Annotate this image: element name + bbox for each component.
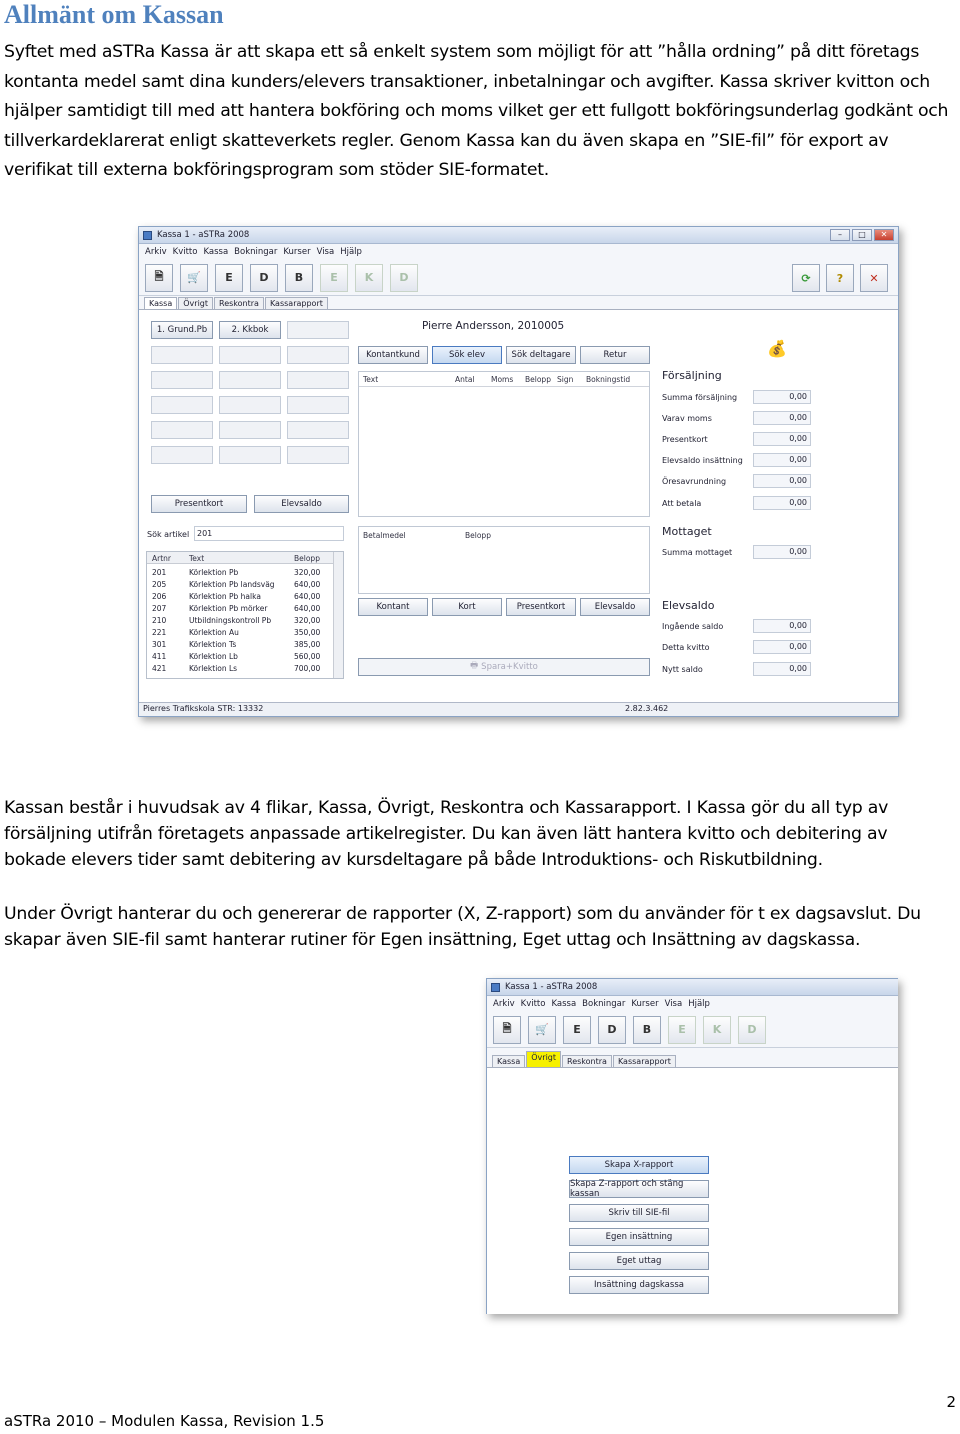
menu-kassa[interactable]: Kassa: [551, 999, 577, 1009]
close-button[interactable]: ✕: [874, 229, 894, 241]
skapa-z-rapport-button[interactable]: Skapa Z-rapport och stäng kassan: [569, 1180, 709, 1198]
quick-slot[interactable]: [151, 421, 213, 439]
status-company: Pierres Trafikskola STR: 13332: [143, 704, 264, 713]
menu-visa[interactable]: Visa: [664, 999, 683, 1009]
detta-kvitto-value: 0,00: [753, 640, 811, 654]
page-number: 2: [946, 1393, 956, 1411]
article-nr: 301: [152, 640, 167, 649]
exit-icon[interactable]: ✕: [860, 264, 888, 292]
presentkort-label: Presentkort: [662, 435, 708, 444]
page-footer: aSTRa 2010 – Modulen Kassa, Revision 1.5: [4, 1412, 325, 1430]
menu-kvitto[interactable]: Kvitto: [172, 247, 198, 257]
elevsaldo-title: Elevsaldo: [662, 599, 715, 612]
forsaljning-title: Försäljning: [662, 369, 722, 382]
spara-kvitto-label: Spara+Kvitto: [481, 662, 538, 672]
presentkort-pay-button[interactable]: Presentkort: [506, 598, 576, 616]
retur-button[interactable]: Retur: [580, 346, 650, 364]
users-e-icon[interactable]: E: [668, 1016, 696, 1044]
summa-forsaljning-value: 0,00: [753, 390, 811, 404]
menu-arkiv[interactable]: Arkiv: [493, 999, 515, 1009]
article-nr: 206: [152, 592, 167, 601]
quick-slot[interactable]: [151, 446, 213, 464]
menu-bar: [487, 996, 898, 1012]
quick-slot[interactable]: [287, 321, 349, 339]
article-nr: 210: [152, 616, 167, 625]
article-list[interactable]: [146, 551, 344, 679]
menu-visa[interactable]: Visa: [316, 247, 335, 257]
tab-ovrigt[interactable]: Övrigt: [178, 297, 213, 309]
kassa-window-screenshot: [138, 226, 899, 717]
window-title: Kassa 1 - aSTRa 2008: [157, 230, 250, 240]
app-icon: [491, 983, 500, 992]
article-scrollbar[interactable]: [333, 552, 343, 678]
col-sign: Sign: [557, 375, 574, 384]
cart-icon[interactable]: 🛒: [180, 264, 208, 292]
skriv-sie-fil-button[interactable]: Skriv till SIE-fil: [569, 1204, 709, 1222]
col-belopp: Belopp: [465, 531, 491, 540]
menu-bar: [139, 244, 898, 260]
mottaget-title: Mottaget: [662, 525, 712, 538]
sales-grid[interactable]: [358, 371, 650, 517]
ovrigt-window-screenshot: [486, 978, 898, 1314]
presentkort-value: 0,00: [753, 432, 811, 446]
payment-grid[interactable]: [358, 526, 650, 594]
grid-divider: [359, 386, 649, 387]
summa-mottaget-label: Summa mottaget: [662, 548, 733, 557]
menu-kurser[interactable]: Kurser: [631, 999, 659, 1009]
help-k-icon[interactable]: K: [703, 1016, 731, 1044]
menu-arkiv[interactable]: Arkiv: [145, 247, 167, 257]
tab-kassa[interactable]: Kassa: [492, 1055, 525, 1067]
quick-slot[interactable]: [287, 346, 349, 364]
help-k-icon[interactable]: K: [355, 264, 383, 292]
article-text: Körlektion Au: [189, 628, 239, 637]
article-nr: 411: [152, 652, 167, 661]
article-amount: 385,00: [294, 640, 321, 649]
window-title: Kassa 1 - aSTRa 2008: [505, 982, 598, 992]
article-text: Körlektion Ts: [189, 640, 237, 649]
summa-forsaljning-label: Summa försäljning: [662, 393, 738, 402]
menu-kassa[interactable]: Kassa: [203, 247, 229, 257]
tab-kassarapport[interactable]: Kassarapport: [613, 1055, 676, 1067]
users-d-icon[interactable]: D: [390, 264, 418, 292]
search-article-label: Sök artikel: [147, 530, 190, 539]
sok-elev-button[interactable]: Sök elev: [432, 346, 502, 364]
quick-slot[interactable]: [287, 421, 349, 439]
toolbar: [139, 260, 898, 296]
article-nr: 221: [152, 628, 167, 637]
elevsaldo-pay-button[interactable]: Elevsaldo: [580, 598, 650, 616]
article-amount: 320,00: [294, 616, 321, 625]
cart-icon[interactable]: 🛒: [528, 1016, 556, 1044]
kkbok-button[interactable]: 2. Kkbok: [219, 321, 281, 339]
receipt-icon[interactable]: 🗎: [145, 264, 173, 292]
quick-slot[interactable]: [151, 346, 213, 364]
page-heading: Allmänt om Kassan: [4, 0, 224, 29]
help-icon[interactable]: ?: [826, 264, 854, 292]
col-text: Text: [189, 554, 205, 563]
ingaende-saldo-value: 0,00: [753, 619, 811, 633]
coins-icon: 💰: [767, 339, 787, 358]
insattning-dagskassa-button[interactable]: Insättning dagskassa: [569, 1276, 709, 1294]
menu-bokningar[interactable]: Bokningar: [234, 247, 278, 257]
printer-icon: 🖶: [470, 661, 479, 671]
tab-kassarapport[interactable]: Kassarapport: [265, 297, 328, 309]
varav-moms-label: Varav moms: [662, 414, 712, 423]
article-text: Körlektion Pb landsväg: [189, 580, 275, 589]
presentkort-button[interactable]: Presentkort: [151, 495, 247, 513]
elevsaldo-button[interactable]: Elevsaldo: [254, 495, 349, 513]
ovrigt-paragraph: Under Övrigt hanterar du och genererar de rapporter (X, Z-rapport) som du använder för t ex dagsavslut. Du skapar även SIE-fil samt hanterar rutiner för Egen insättning, Eget uttag och Insättning av dagskassa.: [4, 904, 921, 950]
article-amount: 350,00: [294, 628, 321, 637]
col-antal: Antal: [455, 375, 475, 384]
grund-pb-button[interactable]: 1. Grund.Pb: [151, 321, 213, 339]
article-text: Körlektion Pb mörker: [189, 604, 268, 613]
kontant-button[interactable]: Kontant: [358, 598, 428, 616]
elevsaldo-insattning-value: 0,00: [753, 453, 811, 467]
booking-b-icon[interactable]: B: [633, 1016, 661, 1044]
menu-hjalp[interactable]: Hjälp: [340, 247, 362, 257]
quick-slot[interactable]: [287, 396, 349, 414]
customer-name: Pierre Andersson, 2010005: [422, 320, 565, 332]
tab-kassa[interactable]: Kassa: [144, 297, 177, 309]
oresavrundning-label: Öresavrundning: [662, 477, 727, 486]
col-betalmedel: Betalmedel: [363, 531, 406, 540]
col-artnr: Artnr: [152, 554, 171, 563]
tab-reskontra[interactable]: Reskontra: [214, 297, 264, 309]
booking-b-icon[interactable]: B: [285, 264, 313, 292]
quick-slot[interactable]: [151, 396, 213, 414]
ingaende-saldo-label: Ingående saldo: [662, 622, 724, 631]
article-nr: 421: [152, 664, 167, 673]
menu-bokningar[interactable]: Bokningar: [582, 999, 626, 1009]
article-nr: 207: [152, 604, 167, 613]
article-nr: 201: [152, 568, 167, 577]
search-d-icon[interactable]: D: [598, 1016, 626, 1044]
spara-kvitto-button[interactable]: [358, 658, 650, 676]
detta-kvitto-label: Detta kvitto: [662, 643, 710, 652]
att-betala-value: 0,00: [753, 496, 811, 510]
tab-bar: [487, 1048, 898, 1068]
quick-slot[interactable]: [287, 371, 349, 389]
quick-slot[interactable]: [287, 446, 349, 464]
window-titlebar: [139, 227, 898, 244]
search-article-input[interactable]: 201: [194, 526, 344, 541]
search-e-icon[interactable]: E: [563, 1016, 591, 1044]
egen-insattning-button[interactable]: Egen insättning: [569, 1228, 709, 1246]
oresavrundning-value: 0,00: [753, 474, 811, 488]
app-icon: [143, 231, 152, 240]
article-amount: 640,00: [294, 592, 321, 601]
col-belopp: Belopp: [294, 554, 320, 563]
article-text: Körlektion Pb: [189, 568, 239, 577]
menu-hjalp[interactable]: Hjälp: [688, 999, 710, 1009]
article-amount: 700,00: [294, 664, 321, 673]
elevsaldo-insattning-label: Elevsaldo insättning: [662, 456, 743, 465]
search-e-icon[interactable]: E: [215, 264, 243, 292]
skapa-x-rapport-button[interactable]: Skapa X-rapport: [569, 1156, 709, 1174]
status-version: 2.82.3.462: [625, 704, 669, 713]
col-text: Text: [363, 375, 379, 384]
article-amount: 640,00: [294, 604, 321, 613]
window-titlebar: [487, 979, 898, 996]
nytt-saldo-value: 0,00: [753, 662, 811, 676]
receipt-icon[interactable]: 🗎: [493, 1016, 521, 1044]
nytt-saldo-label: Nytt saldo: [662, 665, 703, 674]
menu-kurser[interactable]: Kurser: [283, 247, 311, 257]
refresh-icon[interactable]: ⟳: [792, 264, 820, 292]
eget-uttag-button[interactable]: Eget uttag: [569, 1252, 709, 1270]
article-amount: 560,00: [294, 652, 321, 661]
quick-slot[interactable]: [219, 396, 281, 414]
menu-kvitto[interactable]: Kvitto: [520, 999, 546, 1009]
article-amount: 320,00: [294, 568, 321, 577]
article-nr: 205: [152, 580, 167, 589]
toolbar: [487, 1012, 898, 1048]
tab-ovrigt[interactable]: Övrigt: [526, 1051, 561, 1067]
col-moms: Moms: [491, 375, 514, 384]
quick-slot[interactable]: [219, 421, 281, 439]
quick-slot[interactable]: [219, 371, 281, 389]
users-e-icon[interactable]: E: [320, 264, 348, 292]
sok-deltagare-button[interactable]: Sök deltagare: [506, 346, 576, 364]
maximize-button[interactable]: □: [852, 229, 872, 241]
col-belopp: Belopp: [525, 375, 551, 384]
article-amount: 640,00: [294, 580, 321, 589]
quick-slot[interactable]: [151, 371, 213, 389]
users-d-icon[interactable]: D: [738, 1016, 766, 1044]
att-betala-label: Att betala: [662, 499, 702, 508]
intro-paragraph: Syftet med aSTRa Kassa är att skapa ett så enkelt system som möjligt för att ”hålla ordning” på ditt företags kontanta medel samt dina kunders/elevers transaktioner, inbetalningar och avgifter. Kassa skriver kvitton och hjälper samtidigt till med att hantera bokföring och moms vilket ger ett fullgott bokföringsunderlag godkänt och tillverkardeklarerat enligt skatteverkets regler. Genom Kassa kan du även skapa en ”SIE-fil” för export av verifikat till externa bokföringsprogram som stöder SIE-formatet.: [4, 42, 949, 181]
kort-button[interactable]: Kort: [432, 598, 502, 616]
kontantkund-button[interactable]: Kontantkund: [358, 346, 428, 364]
tab-reskontra[interactable]: Reskontra: [562, 1055, 612, 1067]
quick-slot[interactable]: [219, 446, 281, 464]
article-text: Körlektion Lb: [189, 652, 238, 661]
quick-slot[interactable]: [219, 346, 281, 364]
article-text: Utbildningskontroll Pb: [189, 616, 272, 625]
status-bar: [139, 702, 898, 716]
varav-moms-value: 0,00: [753, 411, 811, 425]
article-text: Körlektion Pb halka: [189, 592, 261, 601]
minimize-button[interactable]: –: [830, 229, 850, 241]
tabs-paragraph: Kassan består i huvudsak av 4 flikar, Kassa, Övrigt, Reskontra och Kassarapport. I Kassa gör du all typ av försäljning utifrån företagets anpassade artikelregister. Du kan även lätt hantera kvitto och debitering av bokade elevers tider samt debitering av kursdeltagare på både Introduktions- och Riskutbildning.: [4, 798, 889, 870]
summa-mottaget-value: 0,00: [753, 545, 811, 559]
tab-bar: [139, 296, 898, 310]
search-d-icon[interactable]: D: [250, 264, 278, 292]
article-text: Körlektion Ls: [189, 664, 238, 673]
col-bokningstid: Bokningstid: [586, 375, 631, 384]
